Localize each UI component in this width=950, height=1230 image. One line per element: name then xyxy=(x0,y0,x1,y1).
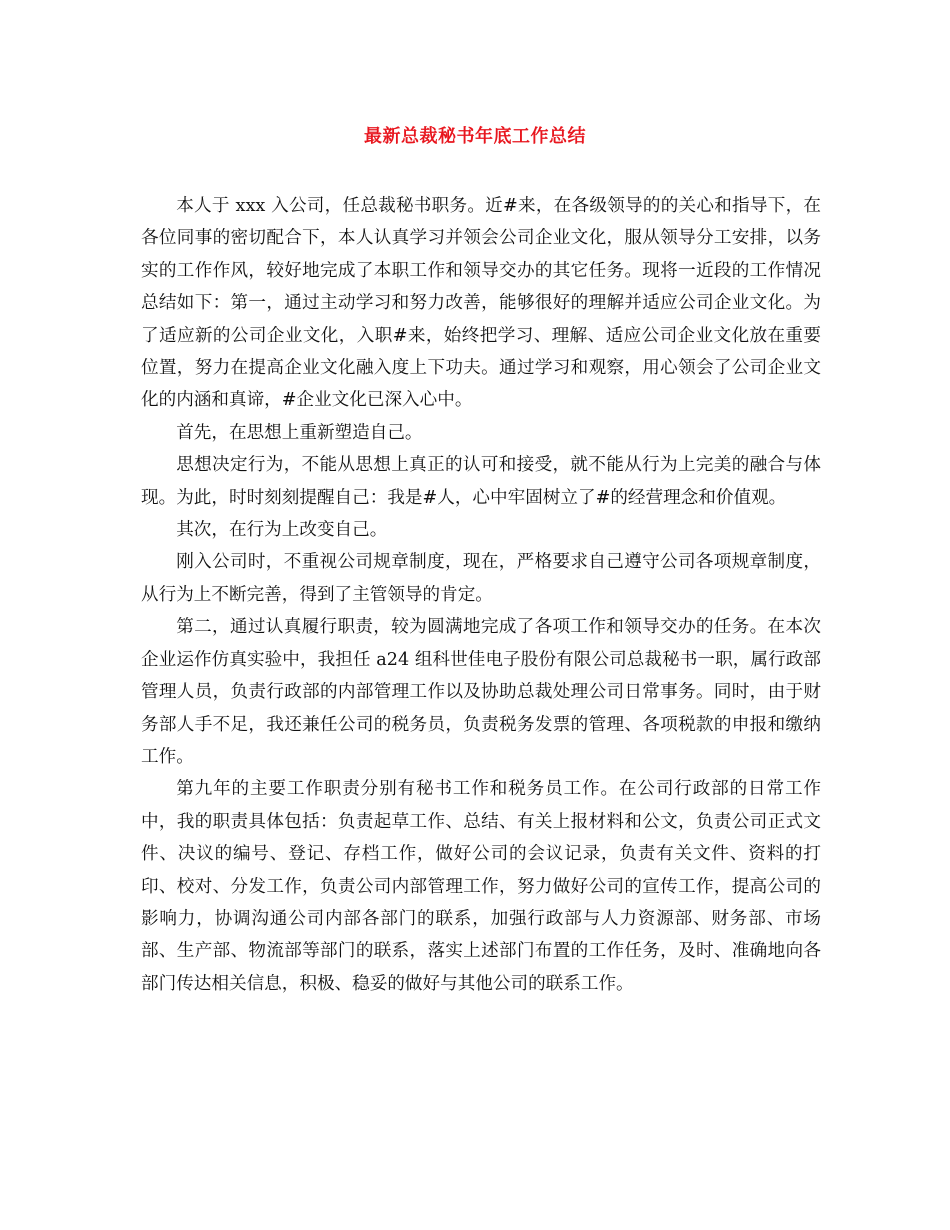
paragraph-second-point: 其次，在行为上改变自己。 xyxy=(176,520,388,541)
paragraph-thought: 思想决定行为，不能从思想上真正的认可和接受，就不能从行为上完美的融合与体现。为此，时时刻刻提醒自己：我是#人，心中牢固树立了#的经营理念和价值观。 xyxy=(141,455,821,508)
paragraph-duties: 第二，通过认真履行职责，较为圆满地完成了各项工作和领导交办的任务。在本次企业运作仿真实验中，我担任 a24 组科世佳电子股份有限公司总裁秘书一职，属行政部管理人员，负责行政部的内部管理工作以及协助总裁处理公司日常事务。同时，由于财务部人手不足，我还兼任公司的税务员，负责税务发票的管理、各项税款的申报和缴纳工作。 xyxy=(141,617,821,767)
paragraph-responsibilities: 第九年的主要工作职责分别有秘书工作和税务员工作。在公司行政部的日常工作中，我的职责具体包括：负责起草工作、总结、有关上报材料和公文，负责公司正式文件、决议的编号、登记、存档工作，做好公司的会议记录，负责有关文件、资料的打印、校对、分发工作，负责公司内部管理工作，努力做好公司的宣传工作，提高公司的影响力，协调沟通公司内部各部门的联系，加强行政部与人力资源部、财务部、市场部、生产部、物流部等部门的联系，落实上述部门布置的工作任务，及时、准确地向各部门传达相关信息，积极、稳妥的做好与其他公司的联系工作。 xyxy=(141,779,821,994)
paragraph-intro: 本人于 xxx 入公司，任总裁秘书职务。近#来，在各级领导的的关心和指导下，在各位同事的密切配合下，本人认真学习并领会公司企业文化，服从领导分工安排，以务实的工作作风，较好地完成了本职工作和领导交办的其它任务。现将一近段的工作情况总结如下：第一，通过主动学习和努力改善，能够很好的理解并适应公司企业文化。为了适应新的公司企业文化，入职#来，始终把学习、理解、适应公司企业文化放在重要位置，努力在提高企业文化融入度上下功夫。通过学习和观察，用心领会了公司企业文化的内涵和真谛，#企业文化已深入心中。 xyxy=(141,196,821,411)
paragraph-first-point: 首先，在思想上重新塑造自己。 xyxy=(176,422,423,443)
paragraph-rules: 刚入公司时，不重视公司规章制度，现在，严格要求自己遵守公司各项规章制度，从行为上不断完善，得到了主管领导的肯定。 xyxy=(141,552,821,605)
document-body xyxy=(141,190,821,1000)
document-title: 最新总裁秘书年底工作总结 xyxy=(364,126,586,147)
